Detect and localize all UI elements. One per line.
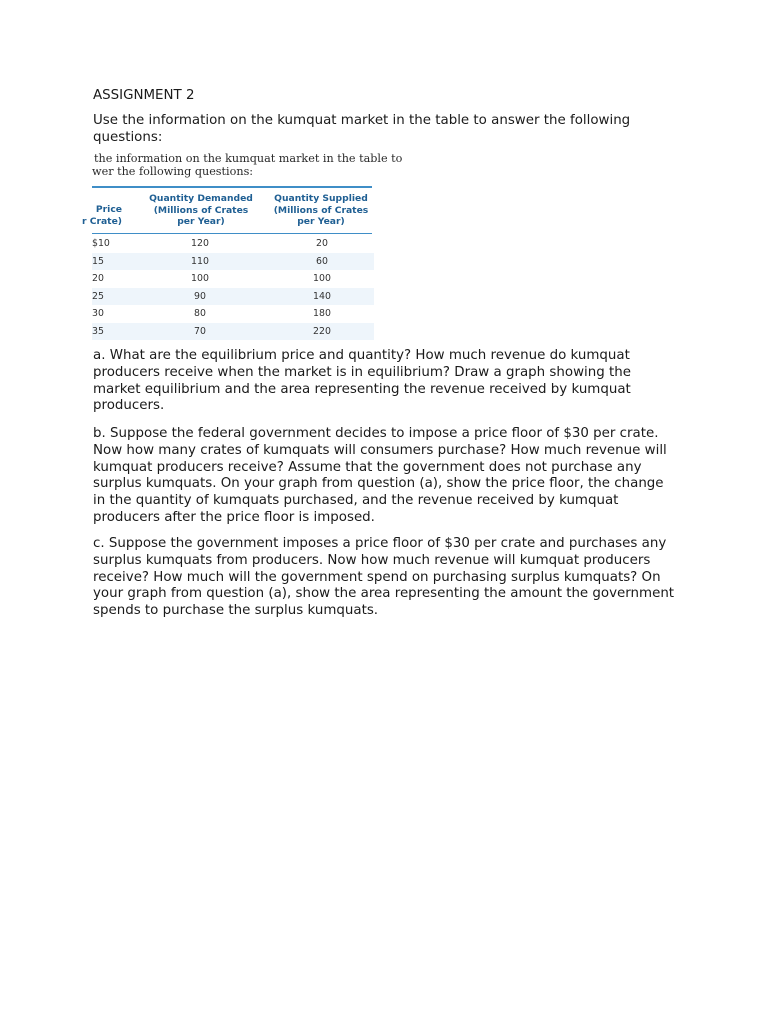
table-row — [92, 288, 374, 306]
header-quantity-supplied — [268, 193, 374, 228]
assignment-title: ASSIGNMENT 2 — [93, 88, 195, 103]
header-demand-line-2: (Millions of Crates — [153, 204, 249, 216]
table-row — [92, 305, 374, 323]
intro-paragraph: Use the information on the kumquat market in the table to answer the following questions: — [93, 113, 631, 145]
cell-supplied: 220 — [313, 325, 331, 337]
cell-demanded: 120 — [191, 238, 209, 249]
cell-demanded: 100 — [191, 273, 209, 284]
question-b: b. Suppose the federal government decides to impose a price floor of $30 per crate. Now how many crates of kumquats will consumers purchase? How much revenue will kumquat producers receive? Assume that the government does not purchase any surplus kumquats. On your graph from question (a), show the price floor, the change in the quantity of kumquats purchased, and the revenue received by kumquat producers after the price floor is imposed. — [93, 426, 667, 525]
clip-caption-line-1: the information on the kumquat market in the table to — [94, 152, 403, 165]
header-supply-line-1: Quantity Supplied — [274, 193, 368, 204]
cell-price: 20 — [92, 273, 104, 284]
table-row — [92, 270, 374, 288]
cell-demanded: 80 — [194, 308, 206, 319]
header-demand-line-3: per Year) — [177, 216, 225, 227]
table-row — [92, 253, 374, 271]
cell-demanded: 70 — [194, 325, 206, 337]
cell-supplied: 60 — [316, 255, 328, 267]
clip-caption-line-2: wer the following questions: — [92, 165, 254, 178]
cell-price: 30 — [92, 308, 104, 319]
header-quantity-demanded — [142, 193, 260, 228]
question-a: a. What are the equilibrium price and quantity? How much revenue do kumquat producers receive when the market is in equilibrium? Draw a graph showing the market equilibrium and the area representing the revenue received by kumquat producers. — [93, 348, 631, 414]
cell-price: 35 — [92, 325, 104, 337]
header-price — [78, 204, 122, 227]
question-c: c. Suppose the government imposes a price floor of $30 per crate and purchases any surplus kumquats from producers. Now how much revenue will kumquat producers receive? How much will the government spend on purchasing surplus kumquats? On your graph from question (a), show the area representing the amount the government spends to purchase the surplus kumquats. — [93, 536, 675, 619]
cell-supplied: 140 — [313, 290, 331, 302]
cell-price: $10 — [92, 238, 110, 249]
cell-supplied: 20 — [316, 238, 328, 249]
table-header-rule — [92, 233, 372, 234]
table-top-rule — [92, 186, 372, 188]
table-row — [92, 323, 374, 341]
header-supply-line-2: (Millions of Crates — [273, 204, 369, 216]
cell-price: 15 — [92, 255, 104, 267]
header-supply-line-3: per Year) — [297, 216, 345, 227]
header-price-line-2: r Crate) — [81, 215, 122, 227]
table-row — [92, 235, 374, 253]
cell-price: 25 — [92, 290, 104, 302]
header-demand-line-1: Quantity Demanded — [149, 193, 253, 204]
cell-demanded: 110 — [191, 255, 209, 267]
kumquat-table-image — [81, 152, 403, 342]
header-price-line-1: Price — [95, 204, 122, 215]
cell-supplied: 180 — [313, 308, 331, 319]
cell-demanded: 90 — [194, 290, 206, 302]
cell-supplied: 100 — [313, 273, 331, 284]
